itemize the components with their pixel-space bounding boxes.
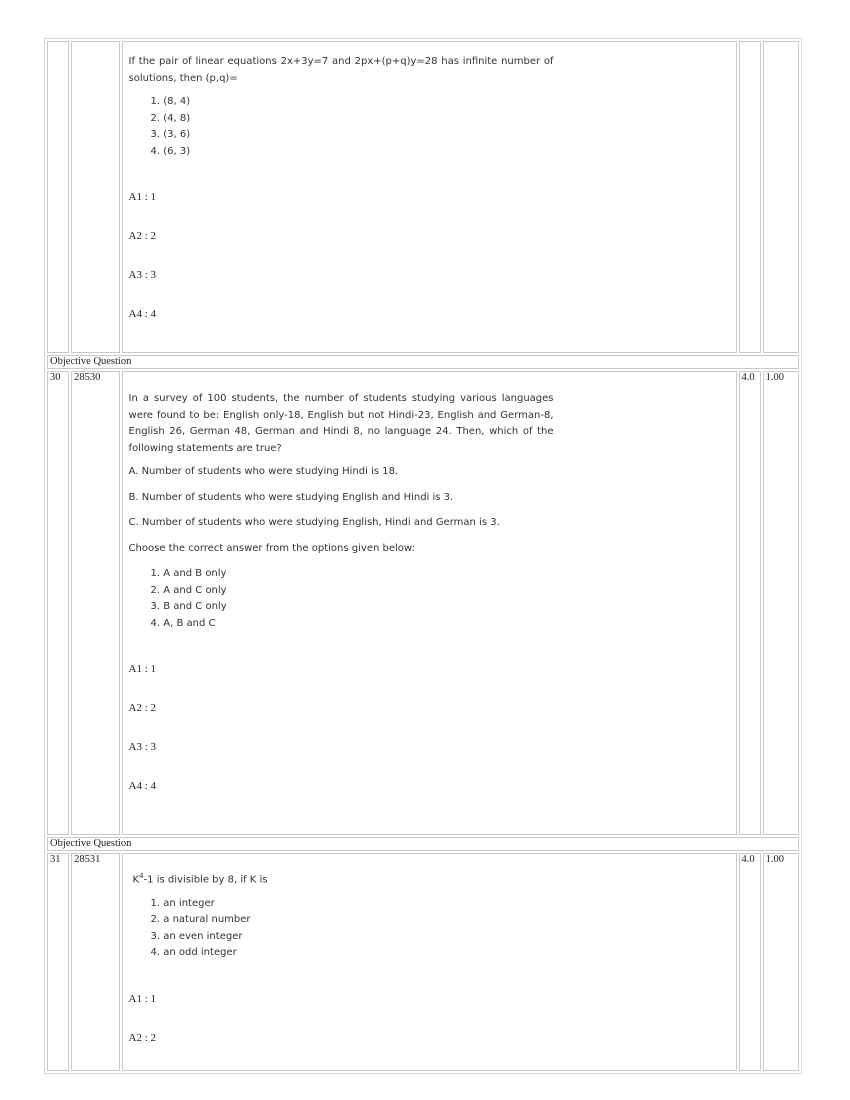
section-label: Objective Question <box>47 837 799 851</box>
option-item: 1. A and B only <box>150 568 227 579</box>
section-row <box>47 355 799 369</box>
option-item: 2. A and C only <box>150 584 227 596</box>
question-number: 30 <box>47 371 69 835</box>
question-id <box>71 41 119 353</box>
negative-marks: 1.00 <box>763 371 799 835</box>
question-row <box>47 371 799 835</box>
answer-key: A3 : 3 <box>128 741 157 753</box>
answer-key: A1 : 1 <box>128 191 157 203</box>
questions-table <box>44 38 802 1074</box>
option-item: 1. an integer <box>150 897 215 909</box>
question-row <box>47 41 799 353</box>
answer-key: A2 : 2 <box>128 230 157 242</box>
options-list <box>133 896 554 962</box>
answer-key: A2 : 2 <box>128 702 157 714</box>
answer-key: A1 : 1 <box>128 663 157 675</box>
question-base: K <box>132 874 140 886</box>
question-id: 28531 <box>71 853 119 1071</box>
question-body <box>122 853 737 1071</box>
answer-key: A1 : 1 <box>128 992 157 1005</box>
statement-b: B. Number of students who were studying English and Hindi is 3. <box>128 491 454 503</box>
question-rest: -1 is divisible by 8, if K is <box>143 874 268 886</box>
answer-key: A2 : 2 <box>128 1031 157 1044</box>
marks <box>739 41 761 353</box>
instruction-text: Choose the correct answer from the options given below: <box>128 542 415 554</box>
statement-a: A. Number of students who were studying Hindi is 18. <box>128 466 399 477</box>
question-text: If the pair of linear equations 2x+3y=7 and 2px+(p+q)y=28 has infinite number of solutions, then (p,q)= <box>128 56 554 84</box>
question-text <box>133 868 554 889</box>
answer-key: A3 : 3 <box>128 269 157 281</box>
section-label: Objective Question <box>47 355 799 369</box>
option-item: 2. a natural number <box>150 914 251 926</box>
question-exponent: 4 <box>139 872 144 880</box>
answer-key: A4 : 4 <box>128 780 157 792</box>
answer-keys <box>129 160 554 329</box>
question-body <box>122 41 737 353</box>
section-row <box>47 837 799 851</box>
option-item: 4. an odd integer <box>150 947 237 959</box>
question-paper <box>44 38 802 1074</box>
option-item: 3. (3, 6) <box>150 129 191 140</box>
question-body <box>122 371 737 835</box>
answer-keys <box>129 632 554 801</box>
option-item: 1. (8, 4) <box>150 96 191 107</box>
negative-marks: 1.00 <box>763 853 799 1071</box>
question-id: 28530 <box>71 371 119 835</box>
option-item: 3. an even integer <box>150 930 243 942</box>
question-number <box>47 41 69 353</box>
statement-c: C. Number of students who were studying English, Hindi and German is 3. <box>128 517 500 528</box>
question-number: 31 <box>47 853 69 1071</box>
option-item: 4. (6, 3) <box>150 145 191 157</box>
options-list <box>129 566 554 632</box>
negative-marks <box>763 41 799 353</box>
question-text: In a survey of 100 students, the number of students studying various languages were found to be: English only-18, English but not Hindi-23, English and German-8, English 26, German 48, German and Hindi 8, no language 24. Then, which of the following statements are true? <box>128 393 554 454</box>
marks: 4.0 <box>739 371 761 835</box>
marks: 4.0 <box>739 853 761 1071</box>
question-row <box>47 853 799 1071</box>
answer-key: A4 : 4 <box>128 308 157 320</box>
option-item: 2. (4, 8) <box>150 112 191 124</box>
option-item: 4. A, B and C <box>150 617 216 629</box>
options-list <box>129 94 554 160</box>
option-item: 3. B and C only <box>150 601 227 612</box>
answer-keys <box>129 962 554 1070</box>
